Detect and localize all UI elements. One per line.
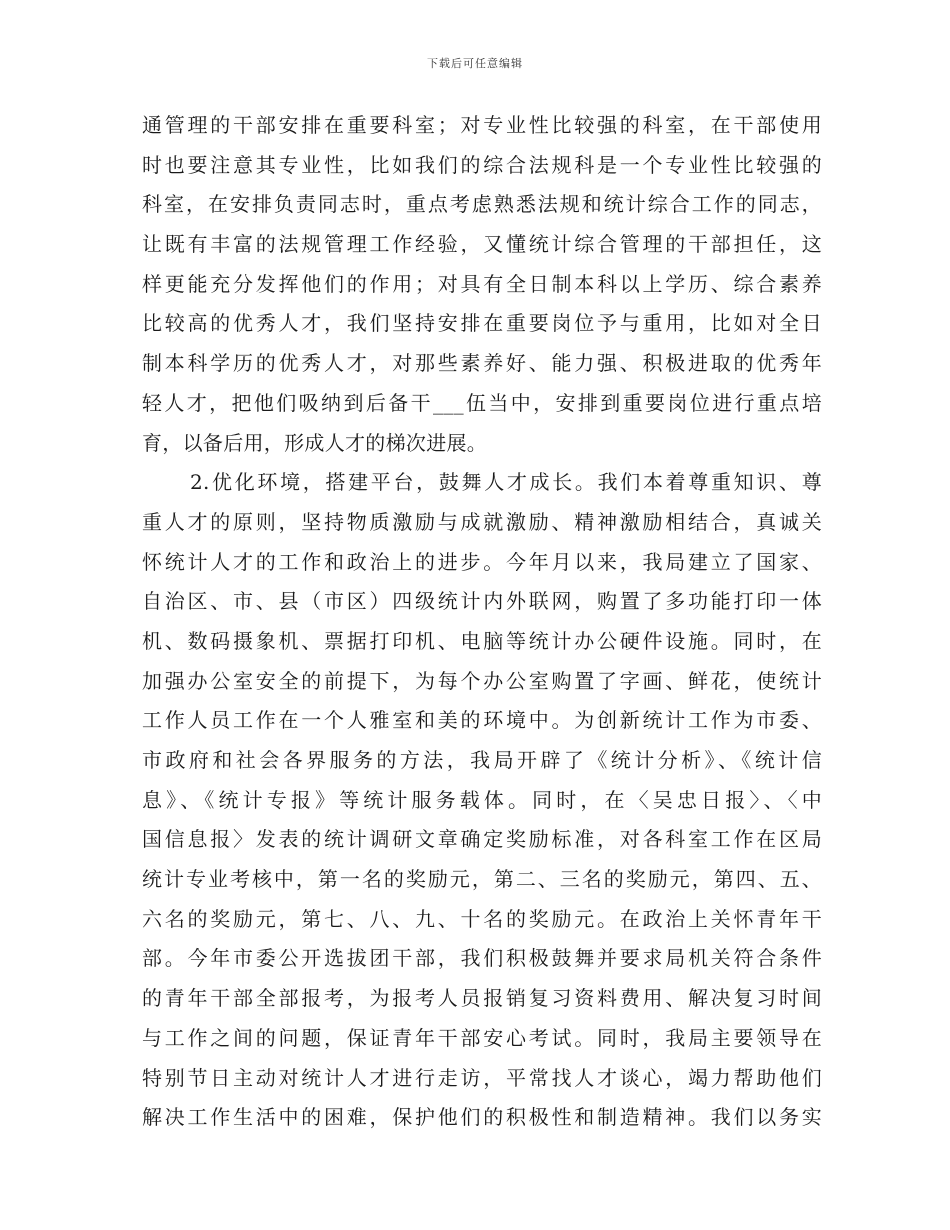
text-line: 让既有丰富的法规管理工作经验，又懂统计综合管理的干部担任，这 xyxy=(142,232,822,257)
text-line: 的青年干部全部报考，为报考人员报销复习资料费用、解决复习时间 xyxy=(142,986,822,1011)
text-line: 与工作之间的问题，保证青年干部安心考试。同时，我局主要领导在 xyxy=(142,1025,822,1050)
text-line: 机、数码摄象机、票据打印机、电脑等统计办公硬件设施。同时，在 xyxy=(142,628,822,653)
text-line: 制本科学历的优秀人才，对那些素养好、能力强、积极进取的优秀年 xyxy=(142,351,822,376)
text-line: 加强办公室安全的前提下，为每个办公室购置了字画、鲜花，使统计 xyxy=(142,668,822,693)
text-line: 时也要注意其专业性，比如我们的综合法规科是一个专业性比较强的 xyxy=(142,152,822,177)
text-line-paragraph-start: 2.优化环境，搭建平台，鼓舞人才成长。我们本着尊重知识、尊 xyxy=(190,470,822,495)
text-line: 通管理的干部安排在重要科室；对专业性比较强的科室，在干部使用 xyxy=(142,113,822,137)
text-line: 工作人员工作在一个人雅室和美的环境中。为创新统计工作为市委、 xyxy=(142,708,822,733)
text-line: 国信息报〉发表的统计调研文章确定奖励标准，对各科室工作在区局 xyxy=(142,827,822,852)
text-line: 部。今年市委公开选拔团干部，我们积极鼓舞并要求局机关符合条件 xyxy=(142,946,822,971)
text-line: 六名的奖励元，第七、八、九、十名的奖励元。在政治上关怀青年干 xyxy=(142,906,822,931)
text-line: 轻人才，把他们吸纳到后备干___伍当中，安排到重要岗位进行重点培 xyxy=(142,390,822,415)
text-line: 自治区、市、县（市区）四级统计内外联网，购置了多功能打印一体 xyxy=(142,589,822,614)
body-text xyxy=(142,106,822,1138)
text-line: 特别节日主动对统计人才进行走访，平常找人才谈心，竭力帮助他们 xyxy=(142,1065,822,1090)
text-line: 息》、《统计专报》等统计服务载体。同时，在〈吴忠日报〉、〈中 xyxy=(142,787,822,812)
header-note: 下载后可任意编辑 xyxy=(427,57,523,70)
text-line: 解决工作生活中的困难，保护他们的积极性和制造精神。我们以务实 xyxy=(142,1105,822,1130)
text-line: 比较高的优秀人才，我们坚持安排在重要岗位予与重用，比如对全日 xyxy=(142,311,822,336)
text-line: 市政府和社会各界服务的方法，我局开辟了《统计分析》、《统计信 xyxy=(142,748,822,772)
text-line: 科室，在安排负责同志时，重点考虑熟悉法规和统计综合工作的同志， xyxy=(142,192,822,217)
text-line: 重人才的原则，坚持物质激励与成就激励、精神激励相结合，真诚关 xyxy=(142,509,822,534)
text-line: 怀统计人才的工作和政治上的进步。今年月以来，我局建立了国家、 xyxy=(142,549,822,574)
text-line: 统计专业考核中，第一名的奖励元，第二、三名的奖励元，第四、五、 xyxy=(142,867,822,892)
text-line: 样更能充分发挥他们的作用；对具有全日制本科以上学历、综合素养 xyxy=(142,271,822,296)
text-line-paragraph-end: 育，以备后用，形成人才的梯次进展。 xyxy=(142,430,488,455)
